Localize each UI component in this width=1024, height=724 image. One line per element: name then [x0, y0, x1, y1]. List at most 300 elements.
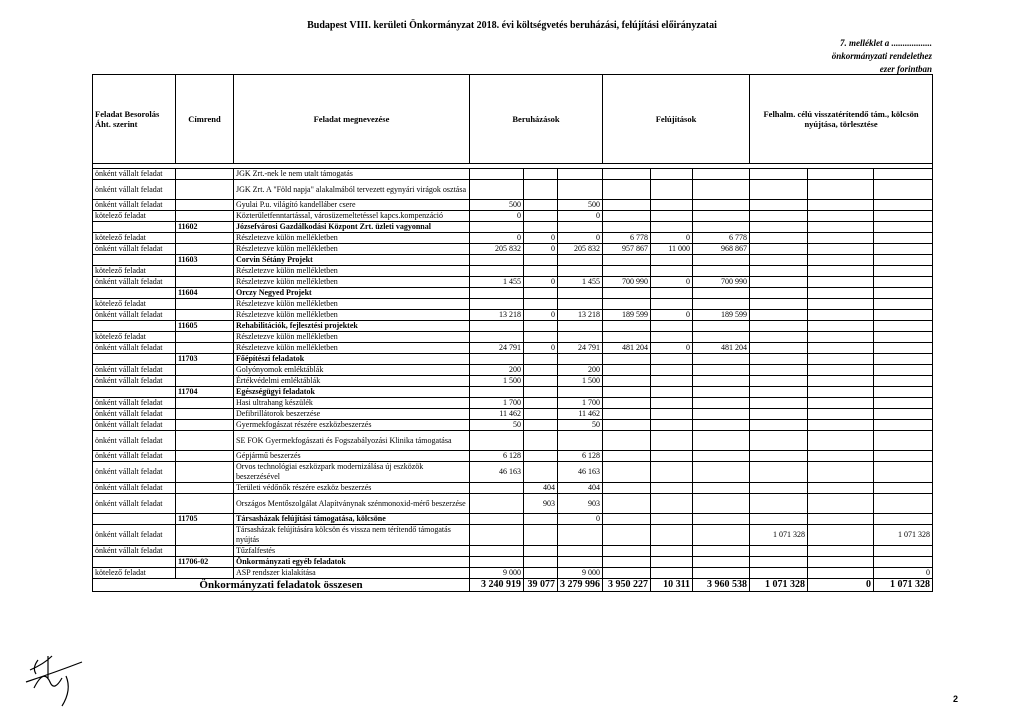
cimrend-cell [176, 398, 234, 409]
cimrend-cell [176, 462, 234, 483]
value-cell [558, 431, 603, 451]
megnevezes-cell: Egészségügyi feladatok [234, 387, 470, 398]
value-cell [651, 398, 693, 409]
value-cell [603, 211, 651, 222]
value-cell: 0 [470, 233, 524, 244]
value-cell [651, 266, 693, 277]
value-cell [470, 169, 524, 180]
besorolas-cell [93, 288, 176, 299]
document-title: Budapest VIII. kerületi Önkormányzat 2018. évi költségvetés beruházási, felújítási előirányzatai [307, 20, 717, 31]
value-cell [558, 332, 603, 343]
value-cell [874, 462, 933, 483]
value-cell [874, 299, 933, 310]
value-cell: 700 990 [603, 277, 651, 288]
handwritten-signature [20, 630, 90, 710]
value-cell: 9 000 [558, 568, 603, 579]
value-cell [603, 387, 651, 398]
value-cell [603, 431, 651, 451]
value-cell: 200 [470, 365, 524, 376]
value-cell [750, 451, 808, 462]
value-cell [808, 332, 874, 343]
besorolas-cell [93, 255, 176, 266]
value-cell: 404 [558, 483, 603, 494]
value-cell: 1 500 [470, 376, 524, 387]
cimrend-cell: 11705 [176, 514, 234, 525]
table-row [93, 343, 933, 354]
besorolas-cell: önként vállalt feladat [93, 431, 176, 451]
cimrend-cell: 11706-02 [176, 557, 234, 568]
value-cell [874, 321, 933, 332]
value-cell [693, 332, 750, 343]
value-cell [524, 387, 558, 398]
table-row [93, 409, 933, 420]
value-cell [874, 431, 933, 451]
value-cell [693, 409, 750, 420]
annex-line-2: önkormányzati rendelethez [831, 51, 932, 61]
cimrend-cell [176, 277, 234, 288]
value-cell [874, 387, 933, 398]
total-value: 3 279 996 [558, 579, 603, 592]
value-cell [808, 568, 874, 579]
value-cell: 1 455 [558, 277, 603, 288]
cimrend-cell [176, 451, 234, 462]
value-cell [603, 462, 651, 483]
besorolas-cell: önként vállalt feladat [93, 365, 176, 376]
value-cell [603, 222, 651, 233]
megnevezes-cell: Területi védőnők részére eszköz beszerzés [234, 483, 470, 494]
value-cell [750, 332, 808, 343]
value-cell [651, 200, 693, 211]
besorolas-cell: kötelező feladat [93, 568, 176, 579]
table-row [93, 233, 933, 244]
value-cell [874, 277, 933, 288]
value-cell: 0 [651, 277, 693, 288]
besorolas-cell: önként vállalt feladat [93, 310, 176, 321]
value-cell: 903 [558, 494, 603, 514]
value-cell [750, 255, 808, 266]
megnevezes-cell: Részletezve külön mellékletben [234, 299, 470, 310]
value-cell [603, 288, 651, 299]
besorolas-cell [93, 387, 176, 398]
value-cell: 200 [558, 365, 603, 376]
value-cell [750, 266, 808, 277]
table-row [93, 169, 933, 180]
value-cell [808, 180, 874, 200]
cimrend-cell [176, 310, 234, 321]
value-cell [524, 546, 558, 557]
value-cell [603, 494, 651, 514]
value-cell [603, 321, 651, 332]
cimrend-cell [176, 494, 234, 514]
besorolas-cell: önként vállalt feladat [93, 277, 176, 288]
value-cell [524, 266, 558, 277]
value-cell [750, 398, 808, 409]
value-cell [651, 332, 693, 343]
besorolas-cell: önként vállalt feladat [93, 451, 176, 462]
value-cell [558, 288, 603, 299]
value-cell: 205 832 [558, 244, 603, 255]
value-cell [693, 494, 750, 514]
table-row [93, 546, 933, 557]
value-cell [524, 211, 558, 222]
table-row [93, 211, 933, 222]
value-cell [470, 514, 524, 525]
value-cell: 0 [651, 233, 693, 244]
value-cell [750, 180, 808, 200]
value-cell: 205 832 [470, 244, 524, 255]
header-besorolas: Feladat Besorolás Áht. szerint [93, 75, 176, 164]
value-cell [808, 233, 874, 244]
value-cell [558, 557, 603, 568]
value-cell [693, 376, 750, 387]
cimrend-cell [176, 299, 234, 310]
table-row [93, 451, 933, 462]
value-cell [874, 244, 933, 255]
megnevezes-cell: Részletezve külön mellékletben [234, 266, 470, 277]
value-cell [750, 321, 808, 332]
value-cell [603, 200, 651, 211]
value-cell [524, 398, 558, 409]
value-cell: 6 778 [603, 233, 651, 244]
value-cell [750, 365, 808, 376]
budget-table [92, 74, 933, 592]
value-cell: 481 204 [693, 343, 750, 354]
table-row [93, 244, 933, 255]
value-cell: 11 000 [651, 244, 693, 255]
value-cell [750, 244, 808, 255]
cimrend-cell: 11604 [176, 288, 234, 299]
value-cell [524, 222, 558, 233]
value-cell [558, 546, 603, 557]
value-cell [750, 200, 808, 211]
cimrend-cell: 11703 [176, 354, 234, 365]
value-cell [750, 376, 808, 387]
value-cell [693, 169, 750, 180]
value-cell [750, 431, 808, 451]
megnevezes-cell: Corvin Sétány Projekt [234, 255, 470, 266]
value-cell [874, 211, 933, 222]
value-cell: 0 [524, 277, 558, 288]
value-cell [651, 483, 693, 494]
value-cell [524, 354, 558, 365]
value-cell [470, 255, 524, 266]
header-cimrend: Címrend [176, 75, 234, 164]
cimrend-cell [176, 546, 234, 557]
value-cell [470, 546, 524, 557]
value-cell [470, 299, 524, 310]
value-cell [651, 288, 693, 299]
cimrend-cell: 11603 [176, 255, 234, 266]
value-cell [750, 494, 808, 514]
value-cell [651, 169, 693, 180]
total-value: 39 077 [524, 579, 558, 592]
value-cell [524, 365, 558, 376]
value-cell [693, 180, 750, 200]
value-cell [603, 255, 651, 266]
value-cell [603, 266, 651, 277]
value-cell [750, 387, 808, 398]
cimrend-cell: 11704 [176, 387, 234, 398]
value-cell: 24 791 [558, 343, 603, 354]
value-cell [470, 494, 524, 514]
cimrend-cell: 11605 [176, 321, 234, 332]
value-cell [651, 255, 693, 266]
value-cell [808, 310, 874, 321]
besorolas-cell: önként vállalt feladat [93, 398, 176, 409]
annex-line-1: 7. melléklet a .................. [840, 38, 932, 48]
besorolas-cell: kötelező feladat [93, 299, 176, 310]
table-row [93, 494, 933, 514]
value-cell [874, 483, 933, 494]
value-cell: 50 [470, 420, 524, 431]
besorolas-cell: önként vállalt feladat [93, 169, 176, 180]
cimrend-cell [176, 244, 234, 255]
value-cell [651, 354, 693, 365]
megnevezes-cell: Rehabilitációk, fejlesztési projektek [234, 321, 470, 332]
value-cell [651, 462, 693, 483]
value-cell [558, 222, 603, 233]
value-cell: 1 071 328 [874, 525, 933, 546]
value-cell: 0 [558, 211, 603, 222]
value-cell [750, 557, 808, 568]
value-cell [470, 266, 524, 277]
value-cell [808, 365, 874, 376]
value-cell [693, 288, 750, 299]
table-row [93, 431, 933, 451]
group-row [93, 222, 933, 233]
value-cell [750, 514, 808, 525]
value-cell: 903 [524, 494, 558, 514]
cimrend-cell [176, 233, 234, 244]
besorolas-cell: önként vállalt feladat [93, 483, 176, 494]
megnevezes-cell: Részletezve külön mellékletben [234, 310, 470, 321]
value-cell [603, 546, 651, 557]
value-cell [524, 514, 558, 525]
table-row [93, 568, 933, 579]
value-cell [693, 431, 750, 451]
header-beruhazasok: Beruházások [470, 75, 603, 164]
value-cell [524, 525, 558, 546]
value-cell [651, 365, 693, 376]
megnevezes-cell: Értékvédelmi emléktáblák [234, 376, 470, 387]
value-cell [693, 546, 750, 557]
besorolas-cell [93, 557, 176, 568]
value-cell [651, 494, 693, 514]
value-cell [524, 180, 558, 200]
table-row [93, 525, 933, 546]
value-cell [470, 431, 524, 451]
megnevezes-cell: ASP rendszer kialakítása [234, 568, 470, 579]
value-cell: 404 [524, 483, 558, 494]
megnevezes-cell: SE FOK Gyermekfogászati és Fogszabályozási Klinika támogatása [234, 431, 470, 451]
besorolas-cell [93, 514, 176, 525]
value-cell: 50 [558, 420, 603, 431]
besorolas-cell [93, 222, 176, 233]
value-cell: 0 [524, 343, 558, 354]
value-cell [750, 222, 808, 233]
value-cell: 189 599 [603, 310, 651, 321]
value-cell: 24 791 [470, 343, 524, 354]
besorolas-cell: önként vállalt feladat [93, 494, 176, 514]
besorolas-cell: kötelező feladat [93, 233, 176, 244]
group-row [93, 387, 933, 398]
value-cell [470, 525, 524, 546]
value-cell [750, 354, 808, 365]
value-cell [470, 332, 524, 343]
total-value: 3 960 538 [693, 579, 750, 592]
megnevezes-cell: Részletezve külön mellékletben [234, 332, 470, 343]
cimrend-cell [176, 568, 234, 579]
value-cell [874, 365, 933, 376]
value-cell [651, 514, 693, 525]
table-row [93, 266, 933, 277]
value-cell [524, 288, 558, 299]
besorolas-cell: kötelező feladat [93, 266, 176, 277]
total-row [93, 579, 933, 592]
value-cell: 700 990 [693, 277, 750, 288]
cimrend-cell [176, 266, 234, 277]
value-cell [808, 525, 874, 546]
value-cell [693, 420, 750, 431]
value-cell: 6 778 [693, 233, 750, 244]
cimrend-cell [176, 431, 234, 451]
value-cell [874, 222, 933, 233]
group-row [93, 557, 933, 568]
value-cell: 1 071 328 [750, 525, 808, 546]
megnevezes-cell: Golyónyomok emléktáblák [234, 365, 470, 376]
header-felujitasok: Felújítások [603, 75, 750, 164]
value-cell: 500 [558, 200, 603, 211]
value-cell [603, 299, 651, 310]
megnevezes-cell: Országos Mentőszolgálat Alapítványnak szénmonoxid-mérő beszerzése [234, 494, 470, 514]
cimrend-cell [176, 365, 234, 376]
value-cell [524, 332, 558, 343]
besorolas-cell: önként vállalt feladat [93, 343, 176, 354]
value-cell [750, 310, 808, 321]
table-row [93, 483, 933, 494]
total-value: 0 [808, 579, 874, 592]
megnevezes-cell: Gyulai P.u. világító kandelláber csere [234, 200, 470, 211]
value-cell [524, 420, 558, 431]
value-cell [524, 200, 558, 211]
value-cell [693, 525, 750, 546]
value-cell [693, 483, 750, 494]
value-cell [693, 211, 750, 222]
megnevezes-cell: Részletezve külön mellékletben [234, 343, 470, 354]
value-cell [651, 568, 693, 579]
value-cell [603, 483, 651, 494]
megnevezes-cell: JGK Zrt. A "Föld napja" alakalmából tervezett egynyári virágok osztása [234, 180, 470, 200]
value-cell [524, 299, 558, 310]
value-cell: 11 462 [558, 409, 603, 420]
group-row [93, 288, 933, 299]
value-cell: 13 218 [470, 310, 524, 321]
group-row [93, 354, 933, 365]
value-cell [558, 387, 603, 398]
value-cell [524, 557, 558, 568]
megnevezes-cell: Részletezve külön mellékletben [234, 277, 470, 288]
besorolas-cell: önként vállalt feladat [93, 462, 176, 483]
value-cell: 0 [470, 211, 524, 222]
value-cell [524, 321, 558, 332]
value-cell: 1 700 [470, 398, 524, 409]
table-row [93, 462, 933, 483]
megnevezes-cell: Gépjármű beszerzés [234, 451, 470, 462]
megnevezes-cell: Defibrillátorok beszerzése [234, 409, 470, 420]
value-cell: 46 163 [470, 462, 524, 483]
value-cell: 0 [524, 233, 558, 244]
value-cell [603, 332, 651, 343]
value-cell [470, 483, 524, 494]
value-cell [808, 514, 874, 525]
value-cell [750, 169, 808, 180]
table-row [93, 398, 933, 409]
megnevezes-cell: Józsefvárosi Gazdálkodási Központ Zrt. üzleti vagyonnal [234, 222, 470, 233]
cimrend-cell [176, 200, 234, 211]
value-cell [603, 169, 651, 180]
value-cell [651, 546, 693, 557]
besorolas-cell: önként vállalt feladat [93, 525, 176, 546]
value-cell: 46 163 [558, 462, 603, 483]
value-cell [808, 420, 874, 431]
value-cell [693, 568, 750, 579]
value-cell: 6 128 [558, 451, 603, 462]
cimrend-cell [176, 420, 234, 431]
value-cell [470, 222, 524, 233]
value-cell [470, 288, 524, 299]
total-value: 1 071 328 [874, 579, 933, 592]
value-cell [558, 266, 603, 277]
value-cell: 0 [651, 343, 693, 354]
value-cell [603, 409, 651, 420]
value-cell [524, 169, 558, 180]
value-cell [693, 354, 750, 365]
value-cell [603, 420, 651, 431]
value-cell [558, 255, 603, 266]
value-cell [874, 354, 933, 365]
value-cell [693, 451, 750, 462]
value-cell [603, 451, 651, 462]
besorolas-cell: önként vállalt feladat [93, 244, 176, 255]
value-cell [693, 365, 750, 376]
value-cell: 957 867 [603, 244, 651, 255]
value-cell [524, 462, 558, 483]
value-cell [603, 354, 651, 365]
value-cell [603, 557, 651, 568]
value-cell [603, 398, 651, 409]
besorolas-cell: kötelező feladat [93, 211, 176, 222]
value-cell [808, 169, 874, 180]
value-cell: 0 [558, 233, 603, 244]
value-cell [693, 387, 750, 398]
value-cell [808, 409, 874, 420]
megnevezes-cell: Főépítészi feladatok [234, 354, 470, 365]
table-body [93, 164, 933, 579]
besorolas-cell: önként vállalt feladat [93, 376, 176, 387]
value-cell [750, 546, 808, 557]
value-cell [874, 180, 933, 200]
value-cell [874, 288, 933, 299]
value-cell [524, 451, 558, 462]
value-cell [874, 200, 933, 211]
value-cell [470, 321, 524, 332]
table-row [93, 180, 933, 200]
value-cell [874, 266, 933, 277]
megnevezes-cell: Tűzfalfestés [234, 546, 470, 557]
value-cell [874, 332, 933, 343]
value-cell [750, 299, 808, 310]
value-cell [808, 222, 874, 233]
